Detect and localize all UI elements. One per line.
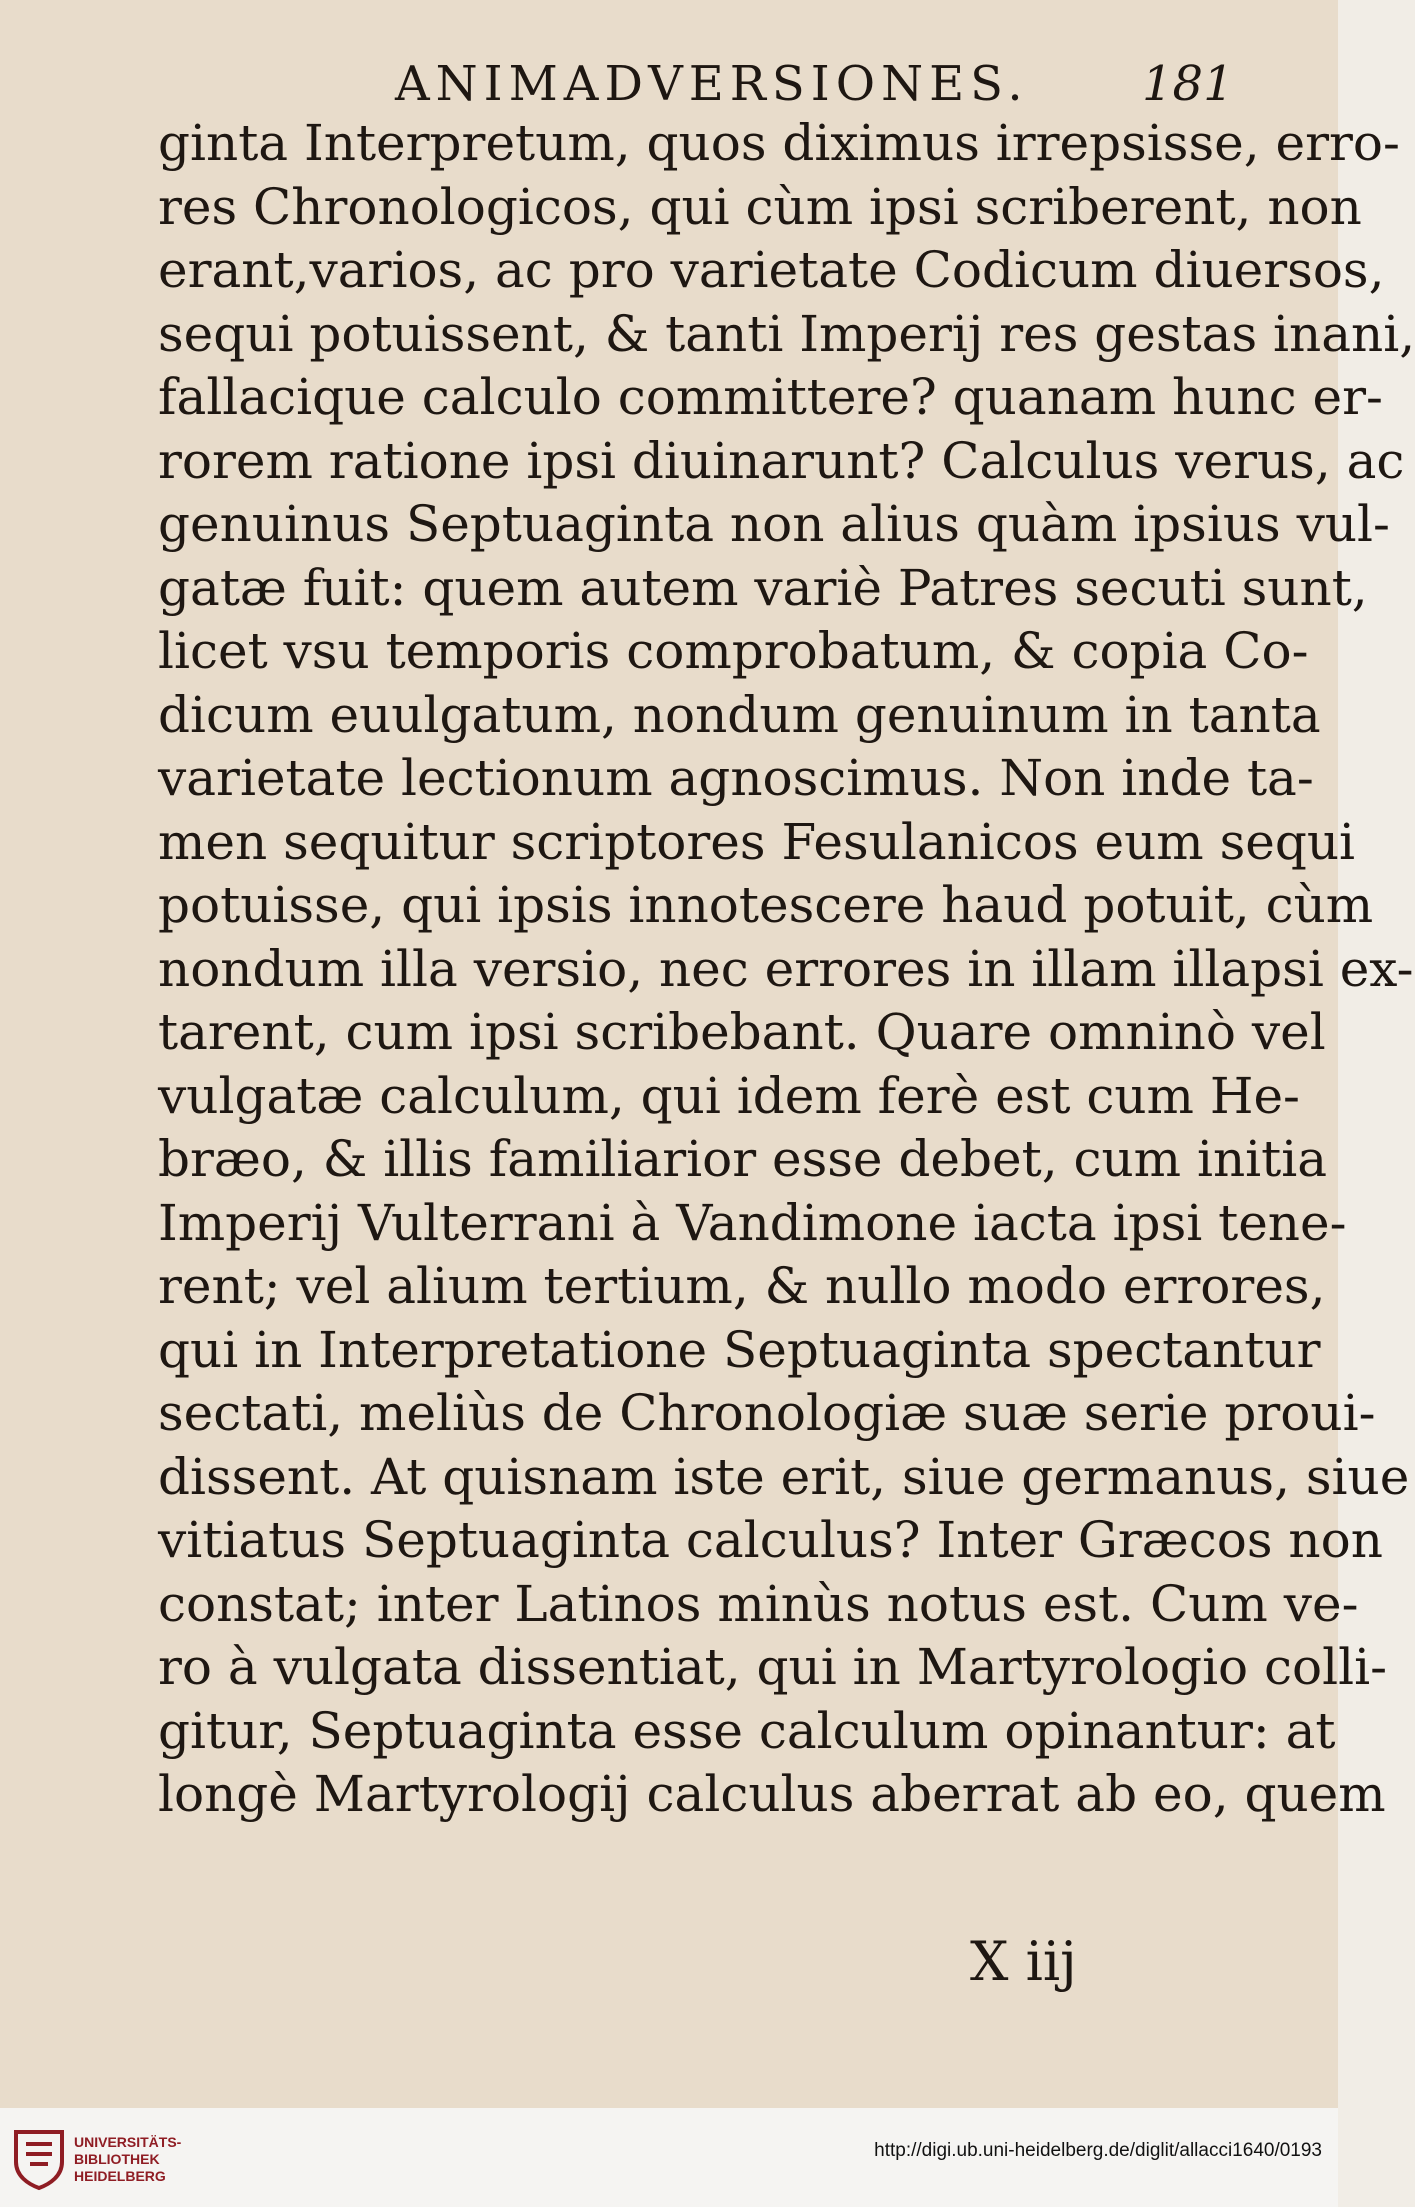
text-line: potuisse, qui ipsis innotescere haud potuit, cùm [158,876,1374,934]
text-line: sectati, meliùs de Chronologiæ suæ serie proui- [158,1384,1376,1442]
logo-text [74,2134,181,2185]
text-line: bræo, & illis familiarior esse debet, cum initia [158,1130,1328,1188]
text-line: licet vsu temporis comprobatum, & copia Co- [158,622,1309,680]
text-line: gitur, Septuaginta esse calculum opinantur: at [158,1701,1336,1760]
text-line: nondum illa versio, nec errores in illam illapsi ex- [158,939,1414,998]
logo-line: UNIVERSITÄTS- [74,2134,182,2150]
text-line: constat; inter Latinos minùs notus est. Cum ve- [158,1574,1359,1633]
text-line: genuinus Septuaginta non alius quàm ipsius vul- [158,495,1390,553]
text-line: erant,varios, ac pro varietate Codicum diuersos, [158,241,1385,299]
text-line: men sequitur scriptores Fesulanicos eum sequi [158,812,1356,871]
text-line: qui in Interpretatione Septuaginta spectantur [158,1320,1321,1379]
body-text [158,112,1415,1827]
source-url-link[interactable]: http://digi.ub.uni-heidelberg.de/diglit/allacci1640/0193 [874,2140,1322,2161]
text-line: rorem ratione ipsi diuinarunt? Calculus verus, ac [158,431,1405,490]
text-line: tarent, cum ipsi scribebant. Quare omninò vel [158,1003,1326,1061]
seal-icon [12,2128,66,2190]
signature-mark: X iij [970,1930,1077,1993]
viewer-footer [0,2108,1338,2207]
text-line: vitiatus Septuaginta calculus? Inter Græcos non [158,1511,1383,1569]
logo-line: BIBLIOTHEK [74,2151,160,2167]
text-line: rent; vel alium tertium, & nullo modo errores, [158,1257,1326,1315]
text-line: res Chronologicos, qui cùm ipsi scriberent, non [158,177,1362,236]
logo-line: HEIDELBERG [74,2168,166,2184]
text-line: fallacique calculo committere? quanam hunc er- [158,368,1383,426]
text-line: Imperij Vulterrani à Vandimone iacta ipsi tene- [158,1193,1347,1252]
running-head: ANIMADVERSIONES. [395,56,1029,112]
text-line: ginta Interpretum, quos diximus irrepsisse, erro- [158,114,1400,172]
text-line: gatæ fuit: quem autem variè Patres secuti sunt, [158,558,1368,617]
text-line: dicum euulgatum, nondum genuinum in tanta [158,685,1321,744]
library-logo[interactable] [12,2124,182,2194]
text-line: longè Martyrologij calculus aberrat ab eo, quem [158,1765,1386,1823]
page-number: 181 [1142,56,1234,112]
text-line: ro à vulgata dissentiat, qui in Martyrologio colli- [158,1638,1388,1696]
text-line: sequi potuissent, & tanti Imperij res gestas inani, [158,304,1415,363]
text-line: varietate lectionum agnoscimus. Non inde ta- [158,749,1314,807]
text-line: dissent. At quisnam iste erit, siue germanus, siue [158,1447,1410,1506]
text-line: vulgatæ calculum, qui idem ferè est cum He- [158,1066,1300,1125]
